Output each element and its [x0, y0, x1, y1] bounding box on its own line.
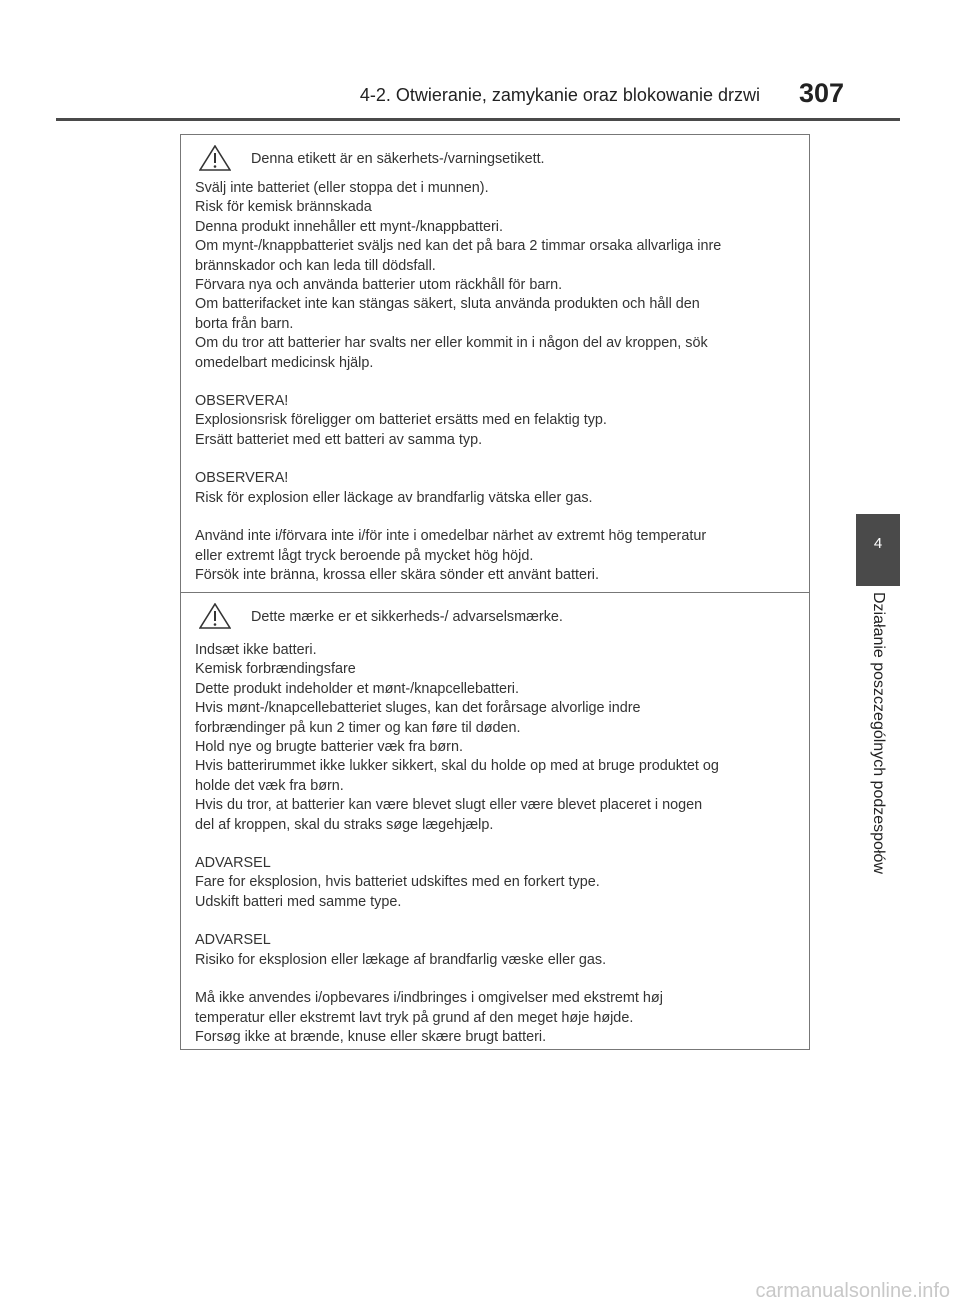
warning-triangle-icon — [199, 145, 231, 171]
label-text-line: Om mynt-/knappbatteriet sväljs ned kan det på bara 2 timmar orsaka allvarliga inre — [195, 238, 722, 255]
label-text-line: ADVARSEL — [195, 855, 271, 872]
chapter-tab: 4 — [856, 514, 900, 586]
label-text-line: forbrændinger på kun 2 timer og kan føre til døden. — [195, 719, 521, 736]
label-heading: Dette mærke er et sikkerheds-/ advarselsmærke. — [251, 609, 563, 625]
label-text-line: Hvis du tror, at batterier kan være blevet slugt eller være blevet placeret i nogen — [195, 797, 703, 814]
page-number: 307 — [798, 78, 844, 108]
label-text-line: Använd inte i/förvara inte i/för inte i omedelbar närhet av extremt hög temperatur — [195, 528, 707, 545]
paragraph-spacer — [195, 970, 799, 989]
label-text-line: Må ikke anvendes i/opbevares i/indbringes i omgivelser med ekstremt høj — [195, 990, 663, 1007]
label-text-line: Hvis mønt-/knapcellebatteriet sluges, kan det forårsage alvorlige indre — [195, 700, 641, 717]
label-text-line: del af kroppen, skal du straks søge lægehjælp. — [195, 816, 494, 833]
label-text-line: ADVARSEL — [195, 932, 271, 949]
label-section-swedish — [181, 135, 809, 593]
label-text-line: Risk för kemisk brännskada — [195, 199, 372, 216]
label-text-line: Denna produkt innehåller ett mynt-/knappbatteri. — [195, 218, 503, 235]
label-heading-row — [199, 145, 545, 171]
watermark: carmanualsonline.info — [755, 1280, 950, 1302]
label-body-text — [195, 641, 799, 1047]
label-text-line: Förvara nya och använda batterier utom räckhåll för barn. — [195, 277, 563, 294]
label-text-line: OBSERVERA! — [195, 470, 289, 487]
label-text-line: Risk för explosion eller läckage av brandfarlig vätska eller gas. — [195, 489, 593, 506]
label-text-line: Försök inte bränna, krossa eller skära sönder ett använt batteri. — [195, 566, 599, 583]
label-text-line: Kemisk forbrændingsfare — [195, 661, 356, 678]
section-title: 4-2. Otwieranie, zamykanie oraz blokowanie drzwi — [359, 85, 760, 105]
label-text-line: Hvis batterirummet ikke lukker sikkert, skal du holde op med at bruge produktet og — [195, 758, 719, 775]
paragraph-spacer — [195, 912, 799, 931]
warning-label-box — [180, 134, 810, 1050]
page-header — [56, 72, 900, 121]
label-text-line: OBSERVERA! — [195, 393, 289, 410]
label-text-line: Forsøg ikke at brænde, knuse eller skære brugt batteri. — [195, 1028, 547, 1045]
label-section-danish — [181, 593, 809, 1048]
label-text-line: Dette produkt indeholder et mønt-/knapcellebatteri. — [195, 680, 519, 697]
label-body-text — [195, 179, 799, 585]
label-text-line: Svälj inte batteriet (eller stoppa det i munnen). — [195, 180, 489, 196]
label-heading-row — [199, 603, 563, 629]
warning-triangle-icon — [199, 603, 231, 629]
label-heading: Denna etikett är en säkerhets-/varningsetikett. — [251, 151, 545, 167]
label-text-line: Fare for eksplosion, hvis batteriet udskiftes med en forkert type. — [195, 874, 600, 891]
label-text-line: Indsæt ikke batteri. — [195, 642, 317, 658]
chapter-side-label-text: Działanie poszczególnych podzespołów — [870, 592, 887, 874]
label-text-line: holde det væk fra børn. — [195, 777, 344, 794]
label-text-line: borta från barn. — [195, 315, 294, 332]
paragraph-spacer — [195, 450, 799, 469]
label-text-line: Hold nye og brugte batterier væk fra børn. — [195, 739, 463, 756]
label-text-line: temperatur eller ekstremt lavt tryk på grund af den meget høje højde. — [195, 1009, 634, 1026]
label-text-line: eller extremt lågt tryck beroende på mycket hög höjd. — [195, 547, 534, 564]
label-text-line: omedelbart medicinsk hjälp. — [195, 354, 374, 371]
label-text-line: Risiko for eksplosion eller lækage af brandfarlig væske eller gas. — [195, 951, 607, 968]
label-text-line: brännskador och kan leda till dödsfall. — [195, 257, 436, 274]
label-text-line: Om batterifacket inte kan stängas säkert, sluta använda produkten och håll den — [195, 296, 700, 313]
label-text-line: Explosionsrisk föreligger om batteriet ersätts med en felaktig typ. — [195, 412, 607, 429]
label-text-line: Udskift batteri med samme type. — [195, 893, 402, 910]
paragraph-spacer — [195, 373, 799, 392]
label-text-line: Om du tror att batterier har svalts ner eller kommit in i någon del av kroppen, sök — [195, 335, 708, 352]
paragraph-spacer — [195, 835, 799, 854]
label-text-line: Ersätt batteriet med ett batteri av samma typ. — [195, 431, 483, 448]
paragraph-spacer — [195, 508, 799, 527]
